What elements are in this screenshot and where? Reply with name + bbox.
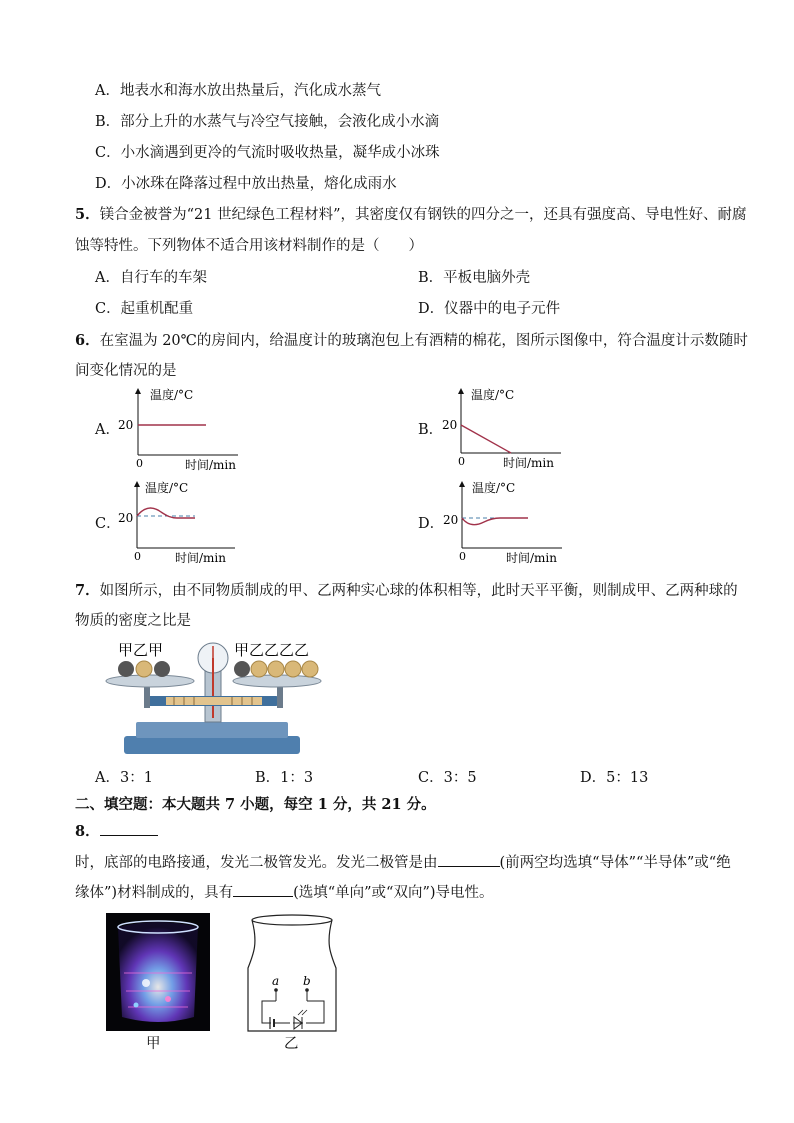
q8-number: 8． <box>75 823 100 840</box>
ball-jia <box>234 661 250 677</box>
graph-d-origin: 0 <box>459 550 466 563</box>
q5-stem-line2: 蚀等特性。下列物体不适合用该材料制作的是（ ） <box>75 238 423 254</box>
q6-text1: 在室温为 20℃的房间内，给温度计的玻璃泡包上有酒精的棉花，图所示图像中，符合温度计示数随时 <box>99 333 748 349</box>
q6-graph-b <box>433 385 583 473</box>
ball-yi <box>136 661 152 677</box>
q6-graph-a <box>110 385 260 473</box>
graph-a-ytick: 20 <box>118 418 134 432</box>
left-pan <box>106 675 194 687</box>
q6-number: 6． <box>75 332 100 349</box>
graph-d-ytick: 20 <box>443 513 459 527</box>
q4-option-a: A．地表水和海水放出热量后，汽化成水蒸气 <box>95 83 381 99</box>
curve-d <box>462 518 528 525</box>
ball-yi <box>302 661 318 677</box>
q7-stem-line1 <box>75 581 738 601</box>
curve-b <box>461 425 511 453</box>
right-pan-labels: 甲乙乙乙乙 <box>234 641 310 659</box>
ball-yi <box>251 661 267 677</box>
ball-jia <box>154 661 170 677</box>
figure-yi-caption: 乙 <box>284 1036 299 1052</box>
graph-d-xlabel: 时间/min <box>506 551 557 565</box>
q5-text1: 镁合金被誉为“21 世纪绿色工程材料”，其密度仅有钢铁的四分之一，还具有强度高、导电性好、耐腐 <box>99 207 747 223</box>
q6-stem-line1 <box>75 331 748 351</box>
graph-b-xlabel: 时间/min <box>503 456 554 470</box>
q6-option-a-label: A． <box>95 422 120 438</box>
scale-base <box>124 736 300 754</box>
q5-stem-line1 <box>75 205 746 225</box>
q6-option-d-label: D． <box>418 516 445 532</box>
ball-yi <box>285 661 301 677</box>
graph-c-ylabel: 温度/°C <box>145 481 189 495</box>
q8-text3a: 缘体”)材料制成的，具有 <box>75 885 234 901</box>
q7-option-a: A．3：1 <box>95 770 153 786</box>
q6-stem-line2: 间变化情况的是 <box>75 363 177 379</box>
q8-text2b: (前两空均选填“导体”“半导体”或“绝 <box>499 855 731 871</box>
graph-a-ylabel: 温度/°C <box>150 388 194 402</box>
answer-blank-3[interactable] <box>233 882 293 897</box>
graph-d-ylabel: 温度/°C <box>472 481 516 495</box>
graph-b-ytick: 20 <box>442 418 458 432</box>
q5-number: 5． <box>75 206 100 223</box>
q4-option-b: B．部分上升的水蒸气与冷空气接触，会液化成小水滴 <box>95 114 440 130</box>
graph-a-origin: 0 <box>136 457 143 470</box>
q6-graph-c <box>113 476 263 568</box>
q8-text3b: (选填“单向”或“双向”)导电性。 <box>293 885 494 901</box>
q8-stem-line1 <box>75 821 158 842</box>
q7-stem-line2: 物质的密度之比是 <box>75 613 191 629</box>
q7-option-b: B．1：3 <box>255 770 314 786</box>
graph-a-xlabel: 时间/min <box>185 458 236 472</box>
q6-option-b-label: B． <box>418 422 444 438</box>
answer-blank-2[interactable] <box>438 852 500 867</box>
q5-option-c: C．起重机配重 <box>95 301 194 317</box>
glowing-cup-photo <box>106 913 210 1031</box>
q7-option-d: D．5：13 <box>580 770 649 786</box>
answer-blank-1[interactable] <box>100 821 158 836</box>
balance-scale-figure <box>104 638 326 760</box>
section-2-heading: 二、填空题：本大题共 7 小题，每空 1 分，共 21 分。 <box>75 796 436 813</box>
terminal-b-label: b <box>303 974 311 988</box>
ball-yi <box>268 661 284 677</box>
graph-c-ytick: 20 <box>118 511 134 525</box>
q4-option-d: D．小冰珠在降落过程中放出热量，熔化成雨水 <box>95 176 397 192</box>
q4-option-c: C．小水滴遇到更冷的气流时吸收热量，凝华成小冰珠 <box>95 145 440 161</box>
q8-stem-line3 <box>75 882 494 903</box>
terminal-a-label: a <box>272 974 280 988</box>
q5-option-a: A．自行车的车架 <box>95 270 207 286</box>
graph-c-origin: 0 <box>134 550 141 563</box>
graph-b-ylabel: 温度/°C <box>471 388 515 402</box>
q8-stem-line2 <box>75 852 731 873</box>
graph-b-origin: 0 <box>458 455 465 468</box>
q7-number: 7． <box>75 582 100 599</box>
graph-c-xlabel: 时间/min <box>175 551 226 565</box>
q6-graph-d <box>438 476 588 568</box>
q5-option-b: B．平板电脑外壳 <box>418 270 531 286</box>
q7-text1: 如图所示，由不同物质制成的甲、乙两种实心球的体积相等，此时天平平衡，则制成甲、乙两种球的 <box>99 583 738 599</box>
cup-circuit-diagram <box>240 913 344 1033</box>
left-pan-labels: 甲乙甲 <box>118 641 164 659</box>
q8-text2a: 时，底部的电路接通，发光二极管发光。发光二极管是由 <box>75 855 438 871</box>
ball-jia <box>118 661 134 677</box>
q6-option-c-label: C． <box>95 516 121 532</box>
q7-option-c: C．3：5 <box>418 770 477 786</box>
q5-option-d: D．仪器中的电子元件 <box>418 301 561 317</box>
figure-jia-caption: 甲 <box>146 1036 161 1052</box>
cup-outline <box>248 920 336 1031</box>
